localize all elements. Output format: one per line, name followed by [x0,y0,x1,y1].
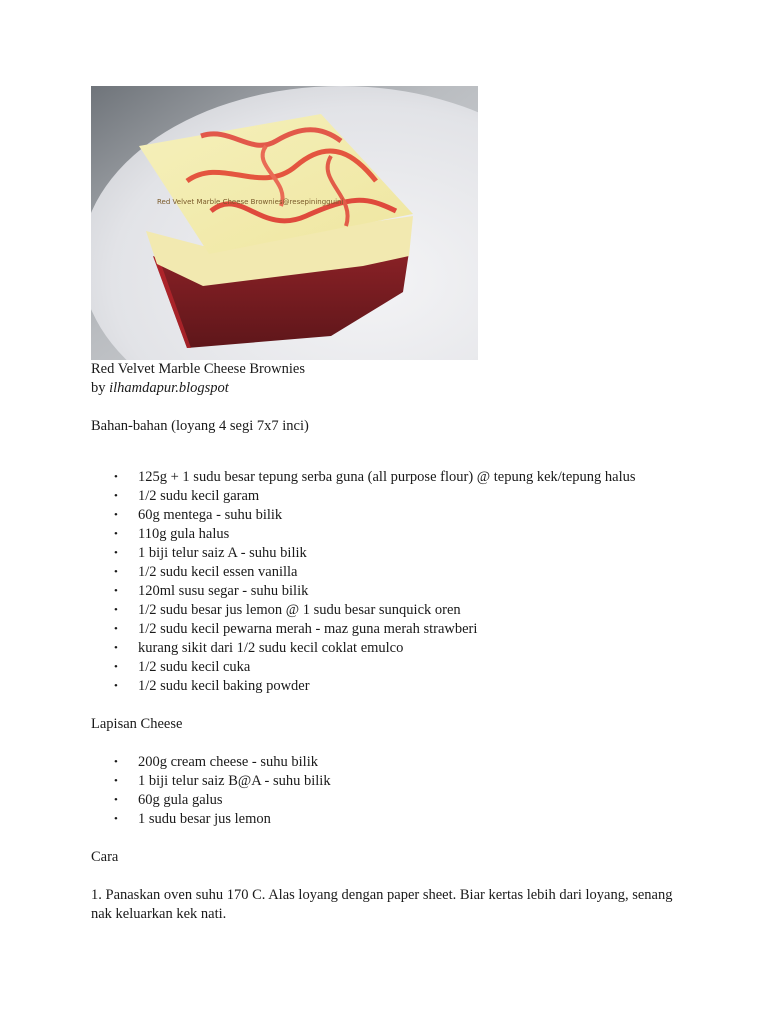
recipe-title: Red Velvet Marble Cheese Brownies [91,361,305,377]
list-item [91,506,691,525]
list-item [91,525,691,544]
ingredient-text: 200g cream cheese - suhu bilik [138,754,318,770]
bullet-icon: • [114,547,118,559]
photo-watermark: Red Velvet Marble Cheese Brownies@resepiningguini [157,198,344,206]
list-item [91,677,691,696]
list-item [91,772,691,791]
bullet-icon: • [114,585,118,597]
bullet-icon: • [114,756,118,768]
bullet-icon: • [114,680,118,692]
bullet-icon: • [114,471,118,483]
list-item [91,563,691,582]
ingredient-text: 1/2 sudu kecil essen vanilla [138,564,298,580]
ingredient-text: 1/2 sudu kecil baking powder [138,678,310,694]
recipe-photo [91,86,478,360]
ingredient-text: 1/2 sudu kecil cuka [138,659,251,675]
bullet-icon: • [114,813,118,825]
ingredient-text: 1 sudu besar jus lemon [138,811,271,827]
ingredients-heading: Bahan-bahan (loyang 4 segi 7x7 inci) [91,418,309,434]
bullet-icon: • [114,509,118,521]
list-item [91,601,691,620]
list-item [91,810,691,829]
list-item [91,658,691,677]
bullet-icon: • [114,528,118,540]
list-item [91,753,691,772]
list-item [91,639,691,658]
cheese-ingredients-list [91,753,691,829]
ingredient-text: 1/2 sudu kecil garam [138,488,260,504]
ingredients-list [91,468,691,696]
method-heading: Cara [91,849,119,865]
method-step: 1. Panaskan oven suhu 170 C. Alas loyang dengan paper sheet. Biar kertas lebih dari loyang, senang nak keluarkan kek nati. [91,887,673,922]
bullet-icon: • [114,623,118,635]
ingredient-text: 1 biji telur saiz B@A - suhu bilik [138,773,331,789]
recipe-byline [91,379,691,398]
author-name: ilhamdapur.blogspot [109,380,229,396]
bullet-icon: • [114,775,118,787]
ingredient-text: 110g gula halus [138,526,230,542]
ingredient-text: 60g mentega - suhu bilik [138,507,283,523]
bullet-icon: • [114,604,118,616]
ingredient-text: 125g + 1 sudu besar tepung serba guna (all purpose flour) @ tepung kek/tepung halus [138,469,636,485]
ingredient-text: 1/2 sudu besar jus lemon @ 1 sudu besar sunquick oren [138,602,461,618]
list-item [91,582,691,601]
ingredient-text: 120ml susu segar - suhu bilik [138,583,309,599]
cheese-layer-heading: Lapisan Cheese [91,716,183,732]
bullet-icon: • [114,566,118,578]
list-item [91,468,691,487]
ingredient-text: kurang sikit dari 1/2 sudu kecil coklat emulco [138,640,404,656]
list-item [91,620,691,639]
bullet-icon: • [114,794,118,806]
document-page [91,86,691,924]
bullet-icon: • [114,661,118,673]
brownie-photo-image [91,86,478,360]
list-item [91,487,691,506]
bullet-icon: • [114,490,118,502]
list-item [91,544,691,563]
ingredient-text: 60g gula galus [138,792,223,808]
ingredient-text: 1 biji telur saiz A - suhu bilik [138,545,307,561]
list-item [91,791,691,810]
ingredient-text: 1/2 sudu kecil pewarna merah - maz guna merah strawberi [138,621,478,637]
byline-prefix: by [91,380,110,396]
bullet-icon: • [114,642,118,654]
